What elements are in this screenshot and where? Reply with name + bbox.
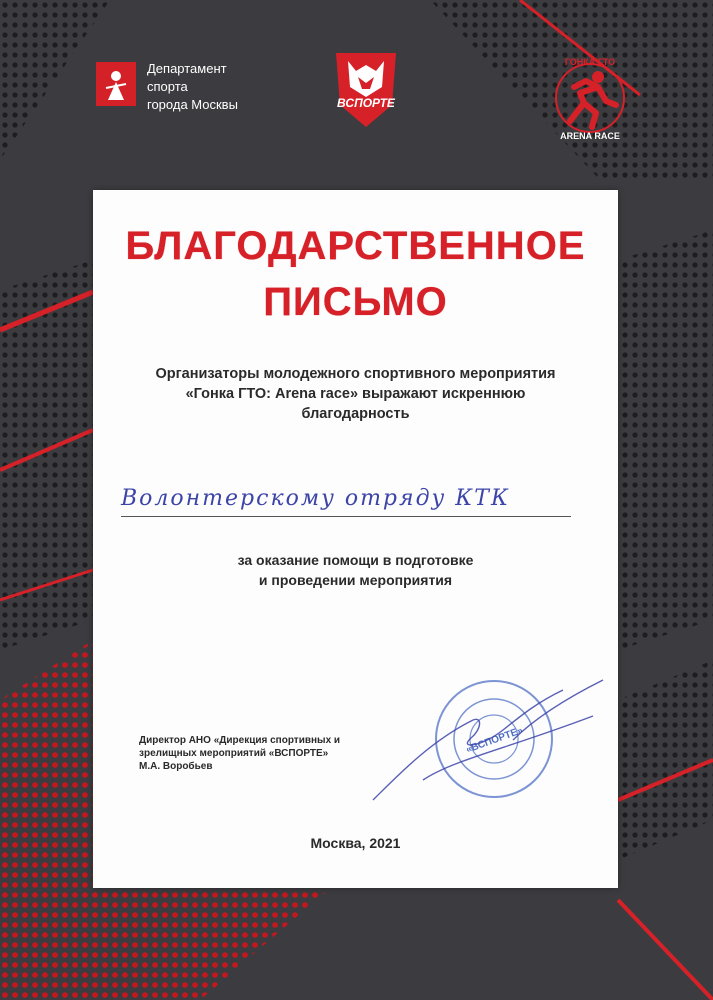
vsporte-bear-logo-icon: [330, 47, 402, 131]
letter-title: [93, 218, 618, 330]
title-line-2: ПИСЬМО: [263, 280, 448, 324]
stamp-center-text: «ВСПОРТЕ»: [464, 725, 525, 756]
reason-line-2: и проведении мероприятия: [258, 572, 453, 588]
signer-line-1: Директор АНО «Дирекция спортивных и: [139, 735, 341, 746]
intro-line-1: Организаторы молодежного спортивного мероприятия: [155, 366, 556, 382]
place-and-date: Москва, 2021: [310, 835, 401, 851]
vsporte-logo-text: ВСПОРТЕ: [337, 96, 395, 110]
signer-name: М.А. Воробьев: [139, 761, 213, 772]
recipient-handwritten: Волонтерскому отряду КТК: [121, 486, 510, 511]
department-line-3: города Москвы: [147, 97, 238, 112]
intro-line-2: «Гонка ГТО: Arena race» выражают искреннюю: [185, 386, 526, 402]
arena-logo-top-text: ГОНКА ГТО: [564, 57, 616, 67]
arena-logo-bottom-text: ARENA RACE: [560, 131, 620, 141]
director-signature: [363, 660, 613, 820]
department-line-2: спорта: [147, 79, 188, 94]
department-line-1: Департамент: [147, 61, 227, 76]
signer-block: [139, 734, 359, 773]
department-logo: [96, 60, 266, 114]
reason-line-1: за оказание помощи в подготовке: [237, 552, 474, 568]
reason-text: [163, 550, 548, 590]
signer-line-2: зрелищных мероприятий «ВСПОРТЕ»: [139, 748, 329, 759]
title-line-1: БЛАГОДАРСТВЕННОЕ: [125, 224, 586, 268]
arena-race-runner-logo-icon: [540, 55, 640, 141]
intro-line-3: благодарность: [301, 406, 410, 422]
intro-text: [133, 364, 578, 424]
department-name: [147, 60, 238, 114]
letter-sheet: [93, 190, 618, 888]
moscow-emblem-icon: [96, 62, 136, 106]
recipient-underline: [121, 516, 571, 517]
